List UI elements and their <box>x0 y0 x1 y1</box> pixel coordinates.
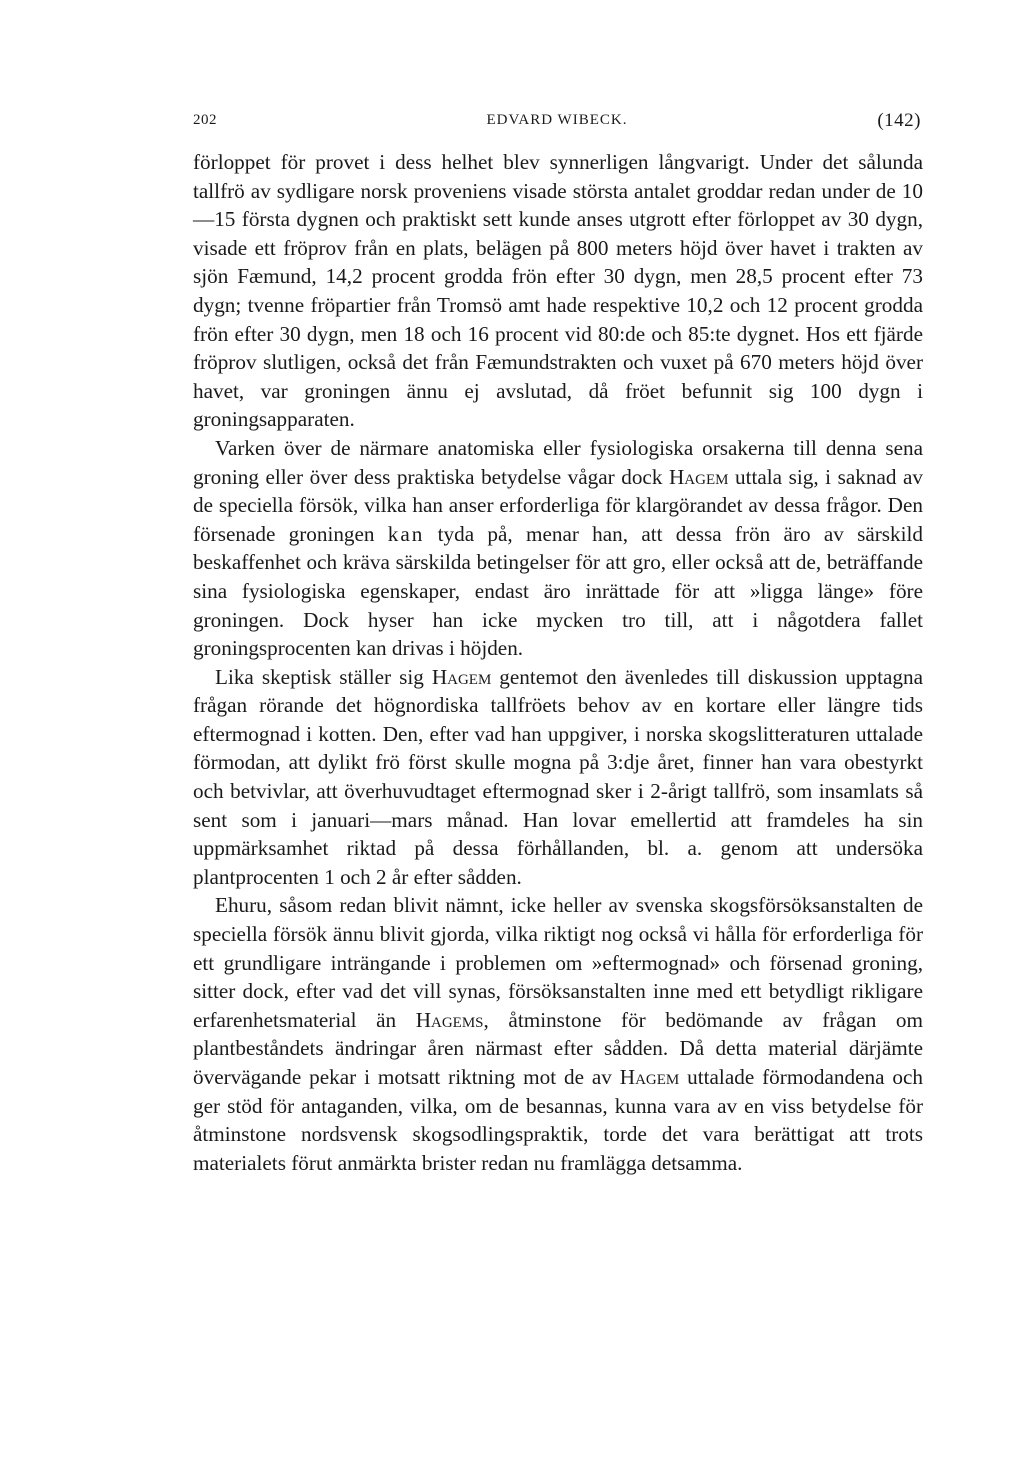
section-number: (142) <box>877 110 921 131</box>
paragraph-2-text-c: tyda på, menar han, att dessa frön äro av särskild beskaffenhet och kräva särskilda betingelser för att gro, eller också att de, beträffande sina fysiologiska egenskaper, endast äro inrättade för att »ligga länge» före groningen. Dock hyser han icke mycken tro till, att i någotdera fallet groningsprocenten kan drivas i höjden. <box>193 521 923 661</box>
paragraph-4 <box>193 891 923 1177</box>
paragraph-2 <box>193 434 923 663</box>
running-head-author: EDVARD WIBECK. <box>486 112 628 128</box>
running-head <box>193 112 921 140</box>
author-name-hagem: Hagem <box>619 1065 680 1089</box>
paragraph-3 <box>193 663 923 892</box>
paragraph-2-text-a: Varken över de närmare anatomiska eller fysiologiska orsakerna till denna sena groning eller över dess praktiska betydelse vågar dock <box>193 435 923 489</box>
paragraph-1-text: förloppet för provet i dess helhet blev synnerligen långvarigt. Under det sålunda tallfrö av sydligare norsk proveniens visade största antalet groddar redan under de 10—15 första dygnen och praktiskt sett kunde anses utgrott efter förloppet av 30 dygn, visade ett fröprov från en plats, belägen på 800 meters höjd över havet i trakten av sjön Fæmund, 14,2 procent grodda frön efter 30 dygn, men 28,5 procent efter 73 dygn; tvenne fröpartier från Tromsö amt hade respektive 10,2 och 12 procent grodda frön efter 30 dygn, men 18 och 16 procent vid 80:de och 85:te dygnet. Hos ett fjärde fröprov slutligen, också det från Fæmundstrakten och vuxet på 670 meters höjd över havet, var groningen ännu ej avslutad, då fröet befunnit sig 100 dygn i groningsapparaten. <box>193 150 923 432</box>
paragraph-2-text-b: uttala sig, i saknad av de speciella försök, vilka han anser erforderliga för klargörandet av dessa frågor. Den försenade groningen <box>193 464 923 546</box>
author-name-hagems: Hagems <box>415 1007 484 1032</box>
emphasized-word: kan <box>387 521 425 546</box>
body-text <box>193 148 923 1177</box>
author-name-hagem: Hagem <box>431 664 492 689</box>
paragraph-1 <box>193 148 923 434</box>
paragraph-3-text-b: gentemot den ävenledes till diskussion upptagna frågan rörande det högnordiska tallfröets behov av en kortare eller längre tids eftermognad i kotten. Den, efter vad han uppgiver, i norska skogslitteraturen uttalade förmodan, att dylikt frö först skulle mogna på 3:dje året, finner han vara obestyrkt och betvivlar, att överhuvudtaget eftermognad sker i 2-årigt tallfrö, som insamlats så sent som i januari—mars månad. Han lovar emellertid att framdeles ha sin uppmärksamhet riktad på dessa förhållanden, bl. a. genom att undersöka plantprocenten 1 och 2 år efter sådden. <box>193 664 923 889</box>
paragraph-3-text-a: Lika skeptisk ställer sig <box>215 664 432 689</box>
paragraph-4-text-c: uttalade förmodandena och ger stöd för antaganden, vilka, om de besannas, kunna vara av en viss betydelse för åtminstone nordsvensk skogsodlingspraktik, torde det vara berättigat att trots materialets förut anmärkta brister redan nu framlägga detsamma. <box>193 1065 923 1175</box>
paragraph-4-text-a: Ehuru, såsom redan blivit nämnt, icke heller av svenska skogsförsöksanstalten de speciella försök ännu blivit gjorda, vilka riktigt nog också vi hålla för erforderliga för ett grundligare inträngande i problemen om »eftermognad» och försenad groning, sitter dock, efter vad det vill synas, försöksanstalten inne med ett betydligt rikligare erfarenhetsmaterial än <box>193 893 923 1032</box>
paragraph-4-text-b: , åtminstone för bedömande av frågan om plantbeståndets ändringar åren närmast efter sådden. Då detta material därjämte övervägande pekar i motsatt riktning mot de av <box>193 1007 923 1089</box>
page-number: 202 <box>193 112 217 128</box>
author-name-hagem: Hagem <box>668 464 729 489</box>
